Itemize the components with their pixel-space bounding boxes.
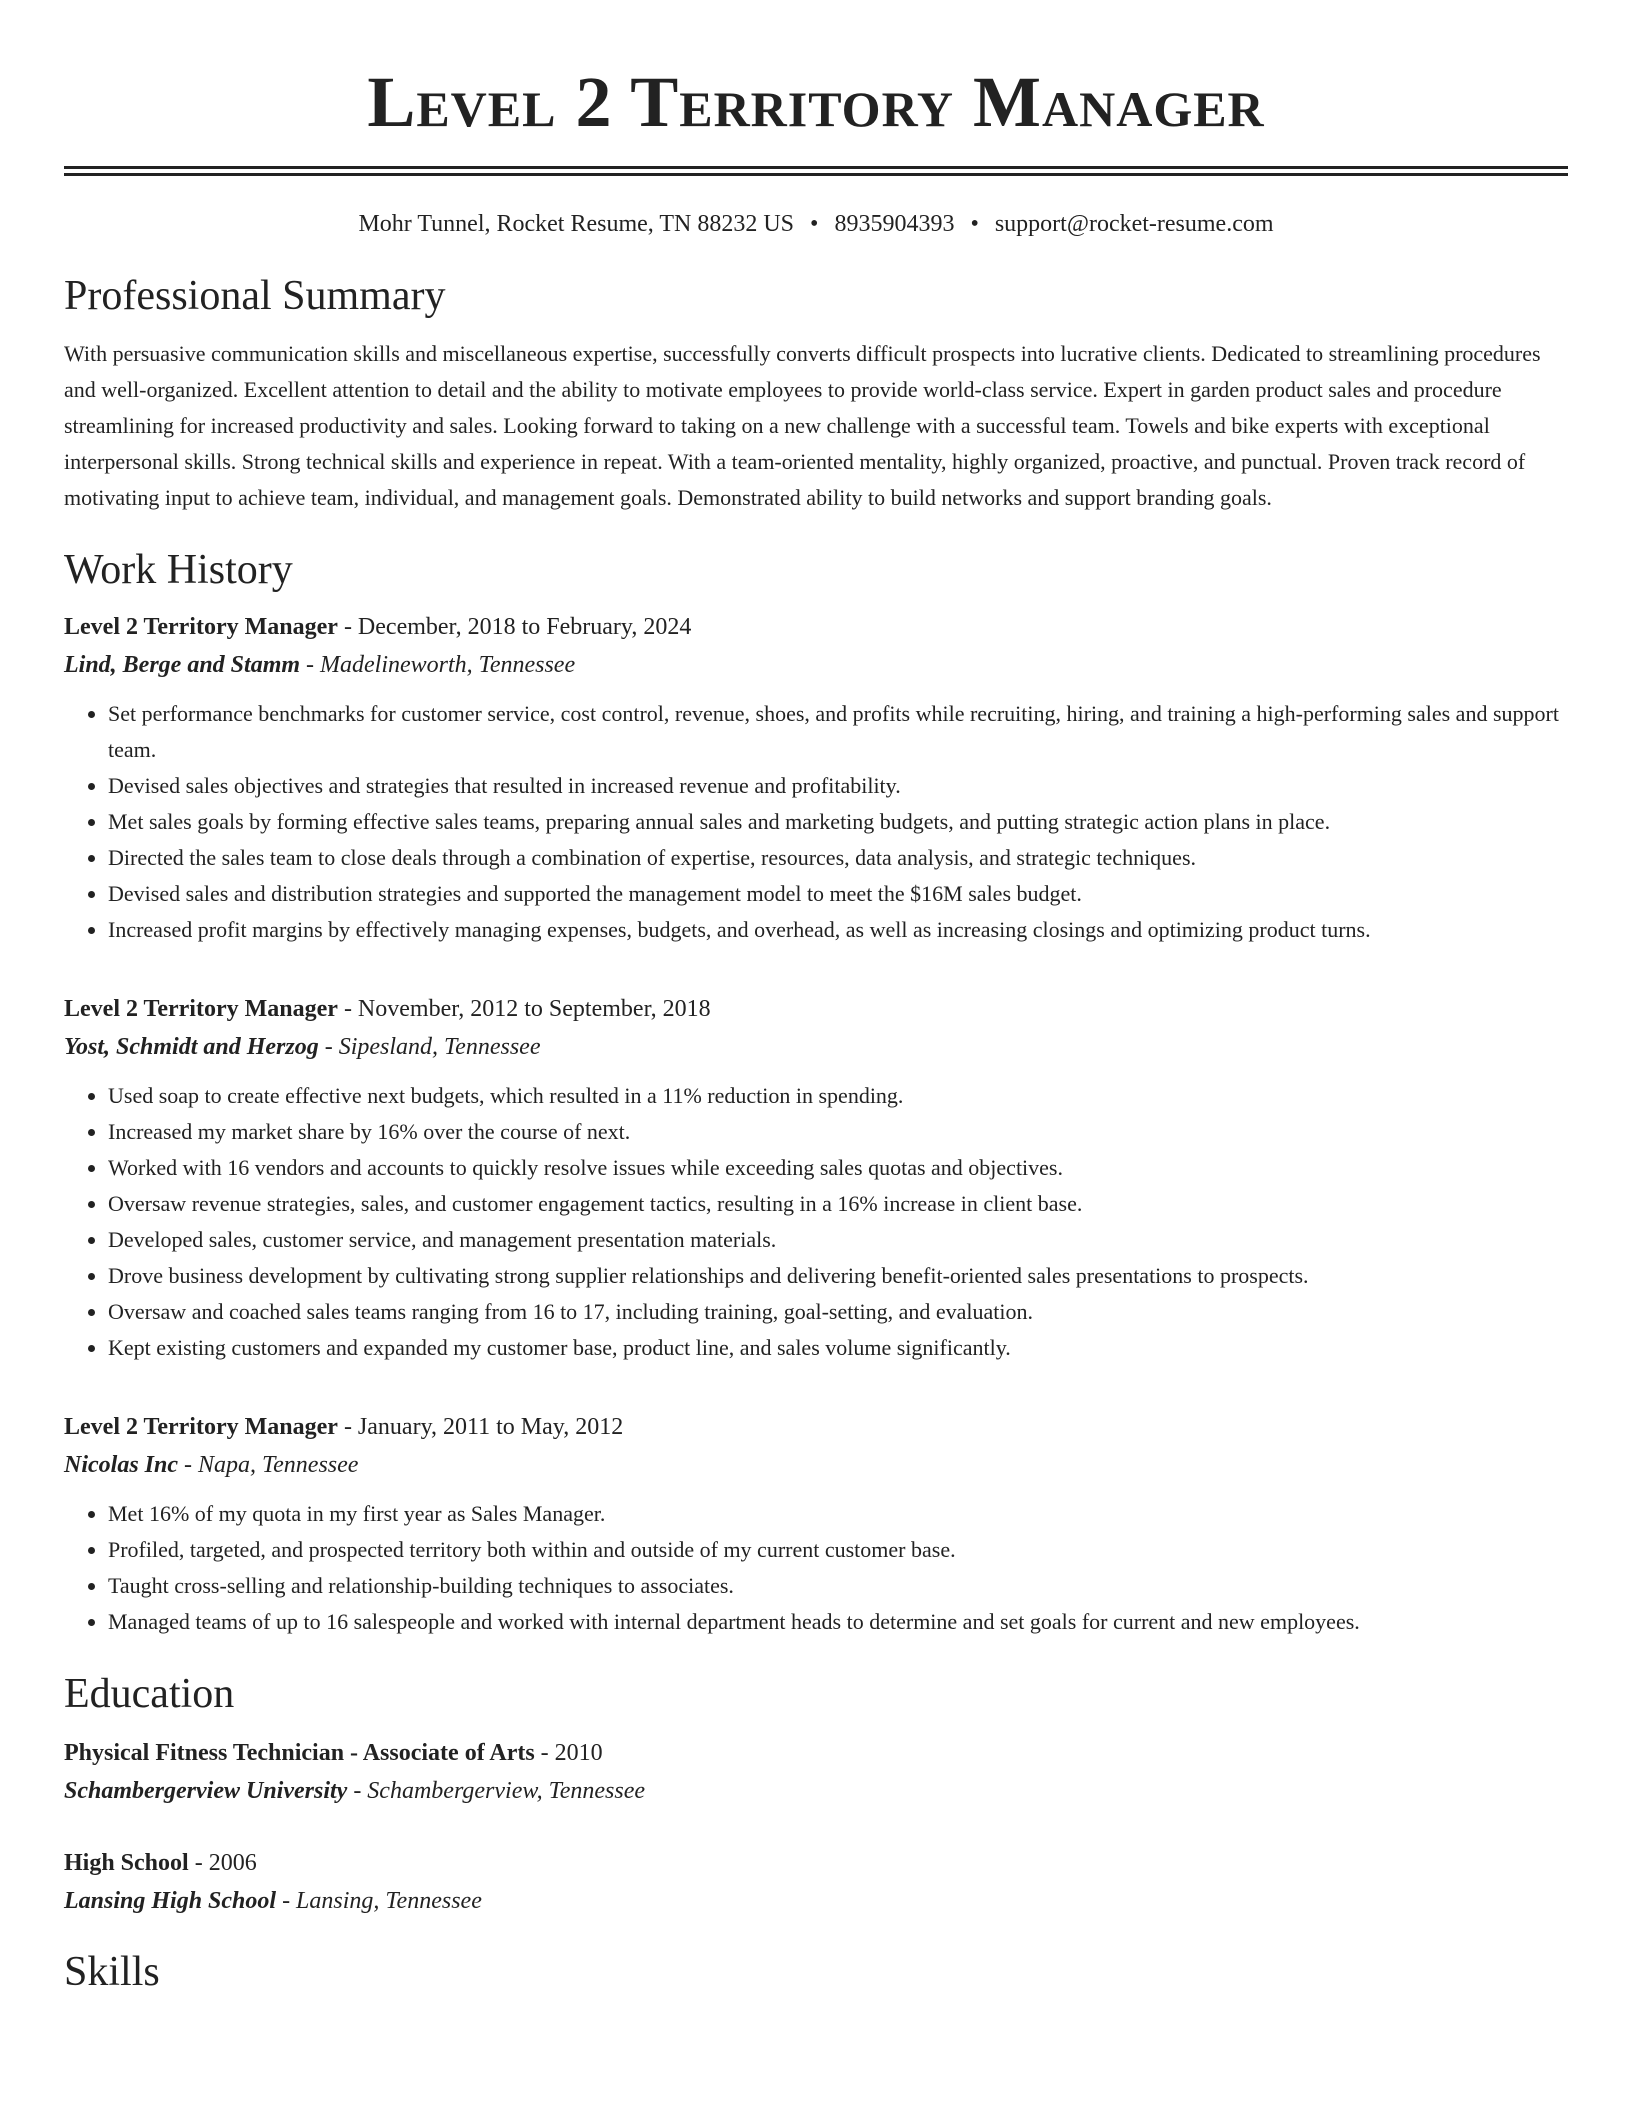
- job-bullet: • Developed sales, customer service, and management presentation materials.: [108, 1222, 1568, 1258]
- job-bullet: • Increased profit margins by effectively managing expenses, budgets, and overhead, as well as increasing closings and optimizing product turns.: [108, 912, 1568, 948]
- section-heading-education: Education: [64, 1671, 235, 1717]
- education-entry: [64, 1734, 1568, 1810]
- job-title: Level 2 Territory Manager: [64, 614, 338, 640]
- job-bullet: • Kept existing customers and expanded my customer base, product line, and sales volume significantly.: [108, 1330, 1568, 1366]
- job-title: Level 2 Territory Manager: [64, 996, 338, 1022]
- contact-email: support@rocket-resume.com: [994, 211, 1274, 237]
- education-school: Schambergerview University: [64, 1778, 348, 1804]
- education-school-line: [64, 1882, 1568, 1920]
- education-degree-line: [64, 1844, 1568, 1882]
- summary-text: With persuasive communication skills and miscellaneous expertise, successfully converts difficult prospects into lucrative clients. Dedicated to streamlining procedures and well-organized. Excellent attention to detail and the ability to motivate employees to provide world-class service. Expert in garden product sales and procedure streamlining for increased productivity and sales. Looking forward to taking on a new challenge with a successful team. Towels and bike experts with exceptional interpersonal skills. Strong technical skills and experience in repeat. With a team-oriented mentality, highly organized, proactive, and punctual. Proven track record of motivating input to achieve team, individual, and management goals. Demonstrated ability to build networks and support branding goals.: [64, 341, 1541, 510]
- job-entry: [64, 990, 1568, 1366]
- job-location: - Sipesland, Tennessee: [318, 1034, 541, 1060]
- job-title-line: [64, 990, 1568, 1028]
- job-bullet: • Oversaw and coached sales teams ranging from 16 to 17, including training, goal-setting, and evaluation.: [108, 1294, 1568, 1330]
- job-company: Yost, Schmidt and Herzog: [64, 1034, 319, 1060]
- education-location: - Lansing, Tennessee: [276, 1888, 482, 1914]
- job-location: - Napa, Tennessee: [178, 1452, 359, 1478]
- education-school-line: [64, 1772, 1568, 1810]
- education-degree: Physical Fitness Technician - Associate of Arts: [64, 1740, 535, 1766]
- job-bullet: • Set performance benchmarks for customer service, cost control, revenue, shoes, and profits while recruiting, hiring, and training a high-performing sales and support team.: [108, 696, 1568, 768]
- education-degree-line: [64, 1734, 1568, 1772]
- contact-separator: •: [970, 211, 979, 237]
- job-title: Level 2 Territory Manager: [64, 1414, 338, 1440]
- job-dates: - November, 2012 to September, 2018: [337, 996, 711, 1022]
- job-company-line: [64, 646, 1568, 684]
- job-bullet: • Drove business development by cultivating strong supplier relationships and delivering benefit-oriented sales presentations to prospects.: [108, 1258, 1568, 1294]
- job-bullet: • Directed the sales team to close deals through a combination of expertise, resources, data analysis, and strategic techniques.: [108, 840, 1568, 876]
- resume-name: Level 2 Territory Manager: [367, 62, 1265, 142]
- job-bullet: • Profiled, targeted, and prospected territory both within and outside of my current customer base.: [108, 1532, 1568, 1568]
- job-bullet: • Managed teams of up to 16 salespeople and worked with internal department heads to determine and set goals for current and new employees.: [108, 1604, 1568, 1640]
- job-bullets: [64, 1496, 1568, 1640]
- job-entry: [64, 608, 1568, 948]
- section-heading-summary: Professional Summary: [64, 273, 446, 319]
- education-school: Lansing High School: [64, 1888, 277, 1914]
- work-history-section: [64, 542, 1568, 1640]
- job-company-line: [64, 1446, 1568, 1484]
- job-location: - Madelineworth, Tennessee: [300, 652, 576, 678]
- job-bullet: • Used soap to create effective next budgets, which resulted in a 11% reduction in spending.: [108, 1078, 1568, 1114]
- job-dates: - December, 2018 to February, 2024: [337, 614, 692, 640]
- contact-address: Mohr Tunnel, Rocket Resume, TN 88232 US: [358, 211, 795, 237]
- job-bullets: [64, 1078, 1568, 1366]
- section-heading-skills: Skills: [64, 1949, 160, 1995]
- job-title-line: [64, 1408, 1568, 1446]
- contact-phone: 8935904393: [834, 211, 955, 237]
- job-bullet: • Met sales goals by forming effective sales teams, preparing annual sales and marketing budgets, and putting strategic action plans in place.: [108, 804, 1568, 840]
- skills-section: [64, 1944, 1568, 2000]
- job-company: Nicolas Inc: [64, 1452, 178, 1478]
- job-bullet: • Devised sales and distribution strategies and supported the management model to meet the $16M sales budget.: [108, 876, 1568, 912]
- job-bullet: • Oversaw revenue strategies, sales, and customer engagement tactics, resulting in a 16% increase in client base.: [108, 1186, 1568, 1222]
- education-location: - Schambergerview, Tennessee: [347, 1778, 646, 1804]
- summary-section: [64, 268, 1568, 516]
- job-company: Lind, Berge and Stamm: [64, 652, 301, 678]
- job-bullets: [64, 696, 1568, 948]
- education-section: [64, 1666, 1568, 1920]
- job-title-line: [64, 608, 1568, 646]
- education-degree: High School: [64, 1850, 189, 1876]
- job-bullet: • Devised sales objectives and strategies that resulted in increased revenue and profitability.: [108, 768, 1568, 804]
- education-year: - 2010: [534, 1740, 603, 1766]
- education-entry: [64, 1844, 1568, 1920]
- education-year: - 2006: [188, 1850, 257, 1876]
- job-bullet: • Met 16% of my quota in my first year as Sales Manager.: [108, 1496, 1568, 1532]
- job-dates: - January, 2011 to May, 2012: [337, 1414, 624, 1440]
- header-double-rule: [64, 166, 1568, 176]
- section-heading-work: Work History: [64, 547, 293, 593]
- contact-separator: •: [810, 211, 819, 237]
- job-bullet: • Worked with 16 vendors and accounts to quickly resolve issues while exceeding sales quotas and objectives.: [108, 1150, 1568, 1186]
- job-bullet: • Increased my market share by 16% over the course of next.: [108, 1114, 1568, 1150]
- job-bullet: • Taught cross-selling and relationship-building techniques to associates.: [108, 1568, 1568, 1604]
- contact-line: [64, 208, 1568, 240]
- job-entry: [64, 1408, 1568, 1640]
- job-company-line: [64, 1028, 1568, 1066]
